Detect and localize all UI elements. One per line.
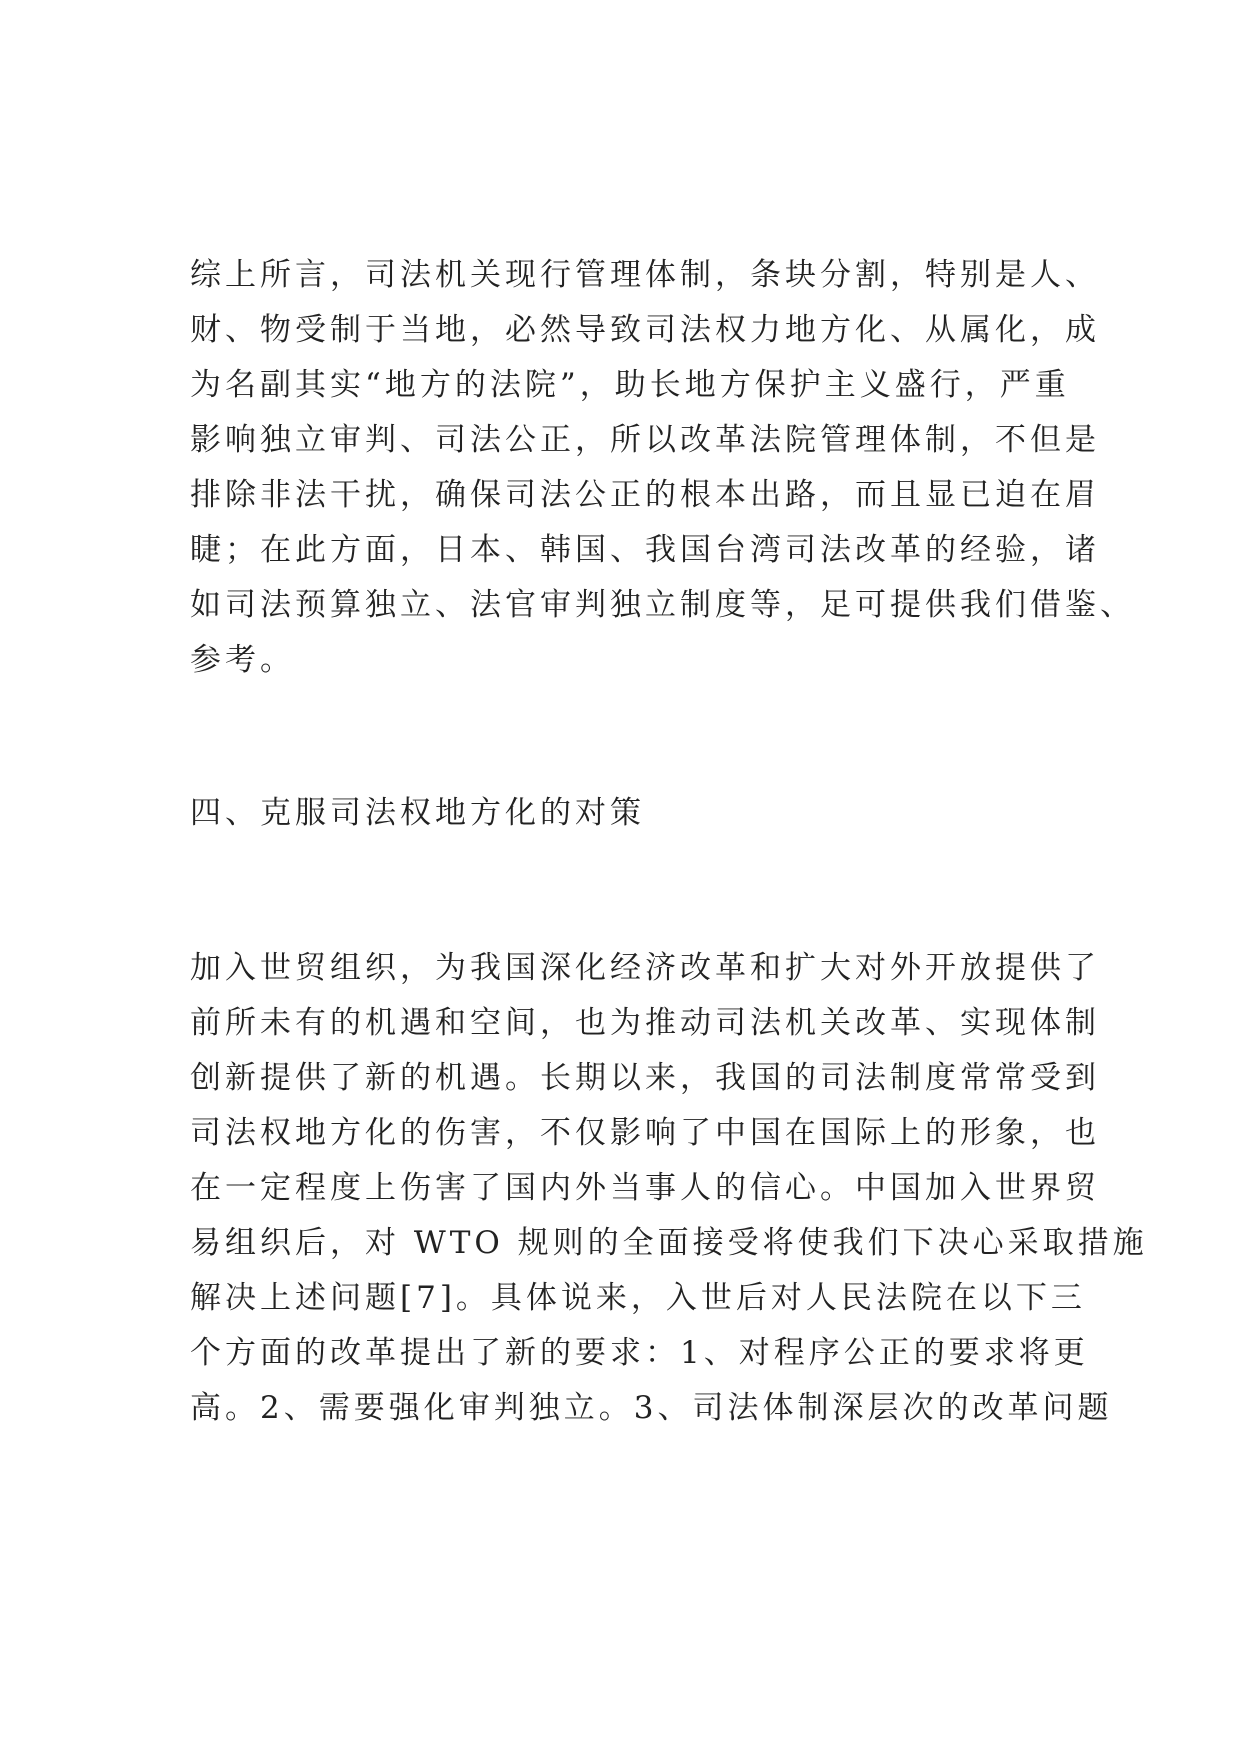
section-heading: 四、克服司法权地方化的对策 (190, 795, 645, 831)
paragraph-line: 如司法预算独立、法官审判独立制度等，足可提供我们借鉴、 (190, 587, 1135, 623)
paragraph-line: 在一定程度上伤害了国内外当事人的信心。中国加入世界贸 (190, 1170, 1100, 1206)
paragraph-line: 创新提供了新的机遇。长期以来，我国的司法制度常常受到 (190, 1060, 1100, 1096)
paragraph-line: 加入世贸组织，为我国深化经济改革和扩大对外开放提供了 (190, 950, 1100, 986)
paragraph-line: 参考。 (190, 642, 295, 678)
paragraph-line: 影响独立审判、司法公正，所以改革法院管理体制，不但是 (190, 422, 1100, 458)
paragraph-line: 高。2、需要强化审判独立。3、司法体制深层次的改革问题 (190, 1390, 1113, 1426)
paragraph-line: 为名副其实“地方的法院”，助长地方保护主义盛行，严重 (190, 367, 1070, 403)
paragraph-line: 睫；在此方面，日本、韩国、我国台湾司法改革的经验，诸 (190, 532, 1100, 568)
paragraph-line: 排除非法干扰，确保司法公正的根本出路，而且显已迫在眉 (190, 477, 1100, 513)
paragraph-line: 易组织后，对 WTO 规则的全面接受将使我们下决心采取措施 (190, 1225, 1148, 1261)
paragraph-line: 司法权地方化的伤害，不仅影响了中国在国际上的形象，也 (190, 1115, 1100, 1151)
paragraph-line: 前所未有的机遇和空间，也为推动司法机关改革、实现体制 (190, 1005, 1100, 1041)
paragraph-line: 财、物受制于当地，必然导致司法权力地方化、从属化，成 (190, 312, 1100, 348)
paragraph-line: 解决上述问题[7]。具体说来，入世后对人民法院在以下三 (190, 1280, 1086, 1316)
paragraph-line: 综上所言，司法机关现行管理体制，条块分割，特别是人、 (190, 257, 1100, 293)
paragraph-line: 个方面的改革提出了新的要求：1、对程序公正的要求将更 (190, 1335, 1089, 1371)
